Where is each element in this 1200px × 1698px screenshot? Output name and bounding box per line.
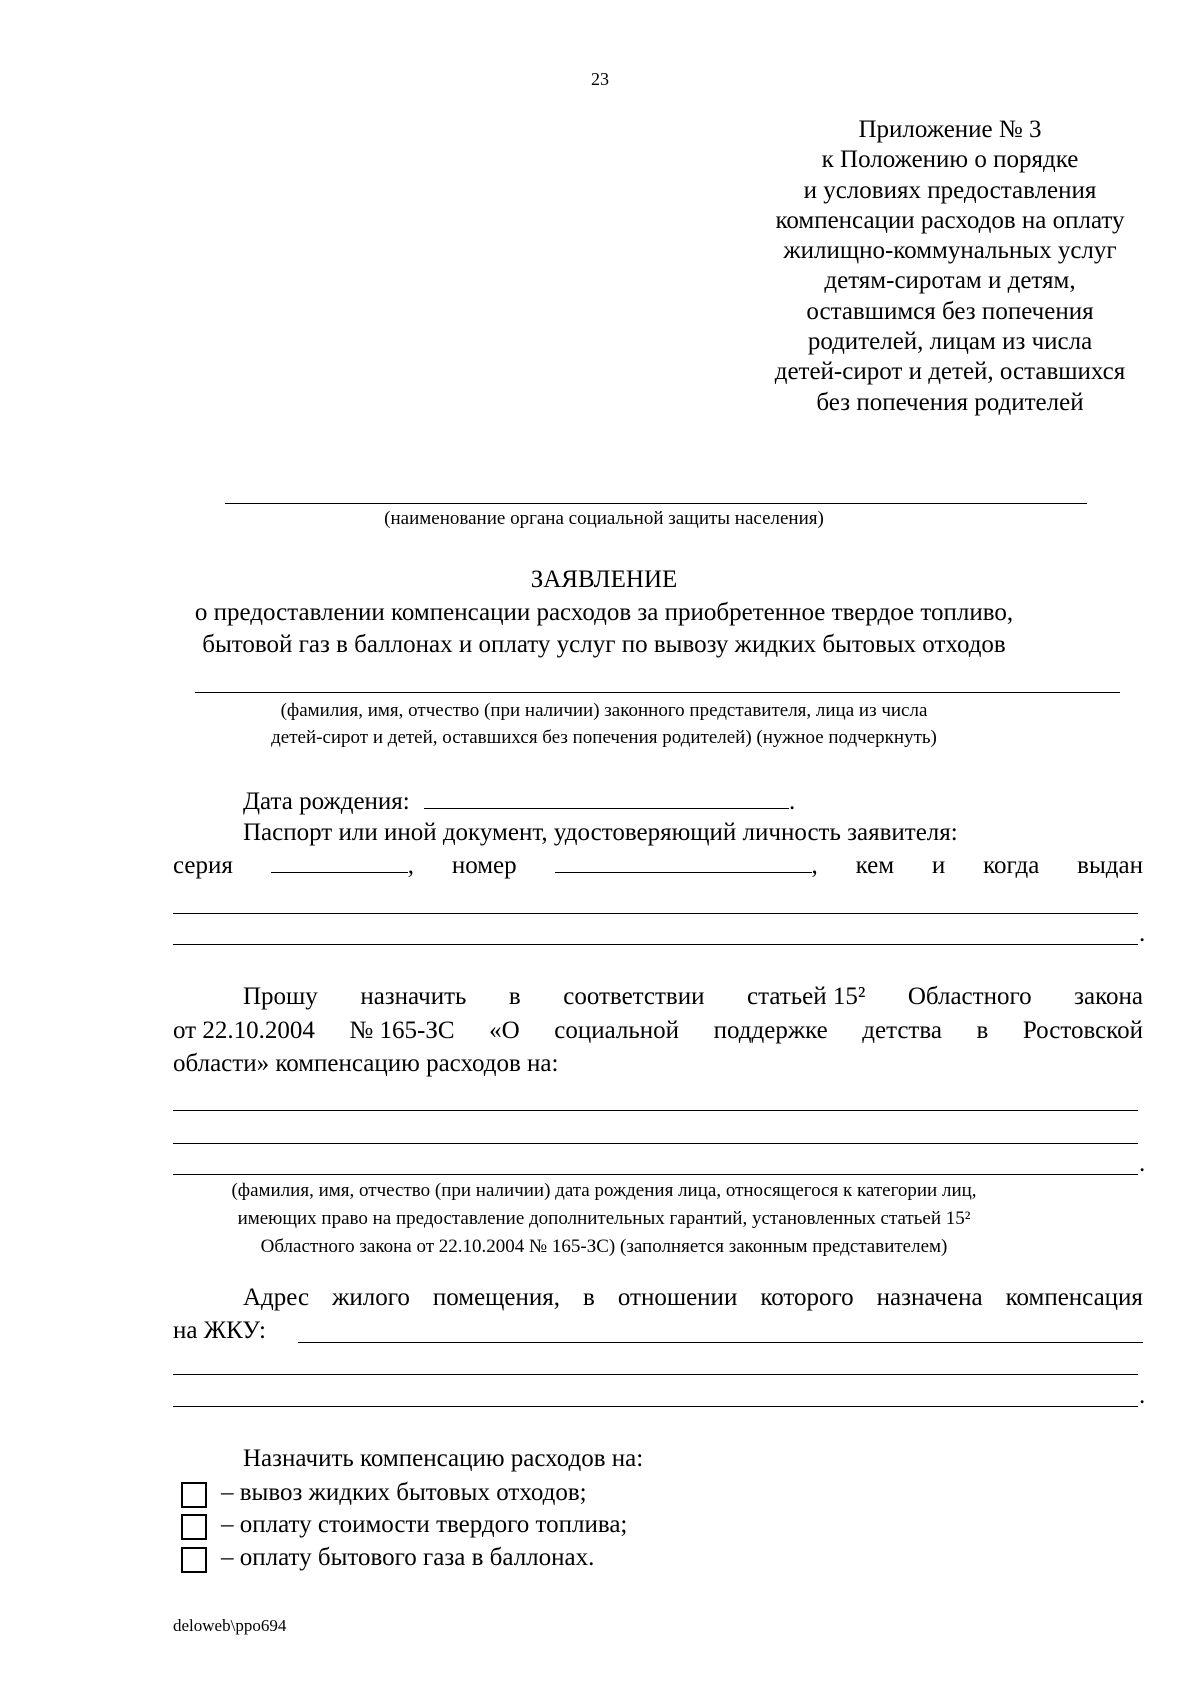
address-field[interactable] xyxy=(173,1374,1138,1375)
birth-date-field[interactable] xyxy=(424,786,789,809)
option-checkbox-liquid-waste[interactable] xyxy=(181,1482,207,1508)
appendix-line: оставшимся без попечения xyxy=(806,297,1094,325)
beneficiary-caption-line: (фамилия, имя, отчество (при наличии) дата рождения лица, относящегося к категории лиц, xyxy=(231,1180,977,1201)
applicant-caption-line: (фамилия, имя, отчество (при наличии) законного представителя, лица из числа xyxy=(280,700,928,721)
period: . xyxy=(1139,1382,1146,1409)
number-label: номер xyxy=(451,852,517,879)
option-checkbox-solid-fuel[interactable] xyxy=(181,1514,207,1540)
document-title: ЗАЯВЛЕНИЕ xyxy=(530,566,678,593)
period: . xyxy=(789,788,796,815)
issued-by-field[interactable] xyxy=(173,913,1138,914)
issued-by-field[interactable] xyxy=(173,944,1138,945)
option-label: – оплату бытового газа в баллонах. xyxy=(221,1544,595,1571)
appendix-line: к Положению о порядке xyxy=(821,146,1079,174)
period: . xyxy=(1139,920,1146,947)
passport-label: Паспорт или иной документ, удостоверяющий личность заявителя: xyxy=(243,819,958,846)
appendix-header xyxy=(650,115,1200,418)
footer-code: deloweb\ppo694 xyxy=(173,1616,287,1635)
beneficiary-field[interactable] xyxy=(173,1143,1138,1144)
appendix-line: компенсации расходов на оплату xyxy=(775,206,1125,234)
option-checkbox-bottled-gas[interactable] xyxy=(181,1547,207,1573)
assign-label: Назначить компенсацию расходов на: xyxy=(243,1445,644,1472)
appendix-line: детям-сиротам и детям, xyxy=(824,267,1076,295)
appendix-line: жилищно-коммунальных услуг xyxy=(783,237,1117,265)
request-line: области» компенсацию расходов на: xyxy=(173,1050,559,1077)
option-label: – оплату стоимости твердого топлива; xyxy=(221,1511,628,1538)
appendix-line: детей-сирот и детей, оставшихся xyxy=(774,358,1126,386)
passport-details-row: серия , номер , кем и когда выдан xyxy=(173,852,1143,879)
beneficiary-caption-line: Областного закона от 22.10.2004 № 165-ЗС) (заполняется законным представителем) xyxy=(260,1236,948,1257)
birth-date-label: Дата рождения: xyxy=(243,788,410,815)
appendix-line: родителей, лицам из числа xyxy=(807,328,1093,356)
period: . xyxy=(1139,1150,1146,1177)
address-field[interactable] xyxy=(298,1342,1143,1343)
series-field[interactable] xyxy=(271,850,408,873)
org-name-field[interactable] xyxy=(225,503,1087,504)
applicant-name-field[interactable] xyxy=(195,692,1120,693)
appendix-line: Приложение № 3 xyxy=(858,116,1042,143)
address-field[interactable] xyxy=(173,1406,1138,1407)
request-line: Прошу назначить в соответствии статьей 15² Областного закона xyxy=(243,983,1143,1010)
document-subtitle-line: о предоставлении компенсации расходов за приобретенное твердое топливо, xyxy=(194,599,1014,626)
page-number: 23 xyxy=(591,69,609,89)
appendix-line: и условиях предоставления xyxy=(803,176,1097,204)
option-label: – вывоз жидких бытовых отходов; xyxy=(221,1479,587,1506)
beneficiary-caption-line: имеющих право на предоставление дополнительных гарантий, установленных статьей 15² xyxy=(237,1208,971,1229)
address-line: Адрес жилого помещения, в отношении которого назначена компенсация xyxy=(243,1284,1143,1311)
address-label: на ЖКУ: xyxy=(173,1317,266,1344)
document-subtitle-line: бытовой газ в баллонах и оплату услуг по вывозу жидких бытовых отходов xyxy=(202,631,1006,658)
number-field[interactable] xyxy=(555,850,812,873)
birth-date-row xyxy=(243,786,795,817)
series-label: серия xyxy=(173,852,233,879)
appendix-line: без попечения родителей xyxy=(816,388,1084,416)
issued-word: и xyxy=(931,852,946,879)
beneficiary-field[interactable] xyxy=(173,1174,1138,1175)
issued-word: выдан xyxy=(1077,852,1143,879)
issued-word: когда xyxy=(983,852,1040,879)
issued-word: кем xyxy=(855,852,895,879)
beneficiary-field[interactable] xyxy=(173,1110,1138,1111)
applicant-caption-line: детей-сирот и детей, оставшихся без попечения родителей) (нужное подчеркнуть) xyxy=(271,727,937,748)
org-name-caption: (наименование органа социальной защиты населения) xyxy=(384,508,824,529)
request-line: от 22.10.2004 № 165-ЗС «О социальной поддержке детства в Ростовской xyxy=(173,1017,1143,1044)
